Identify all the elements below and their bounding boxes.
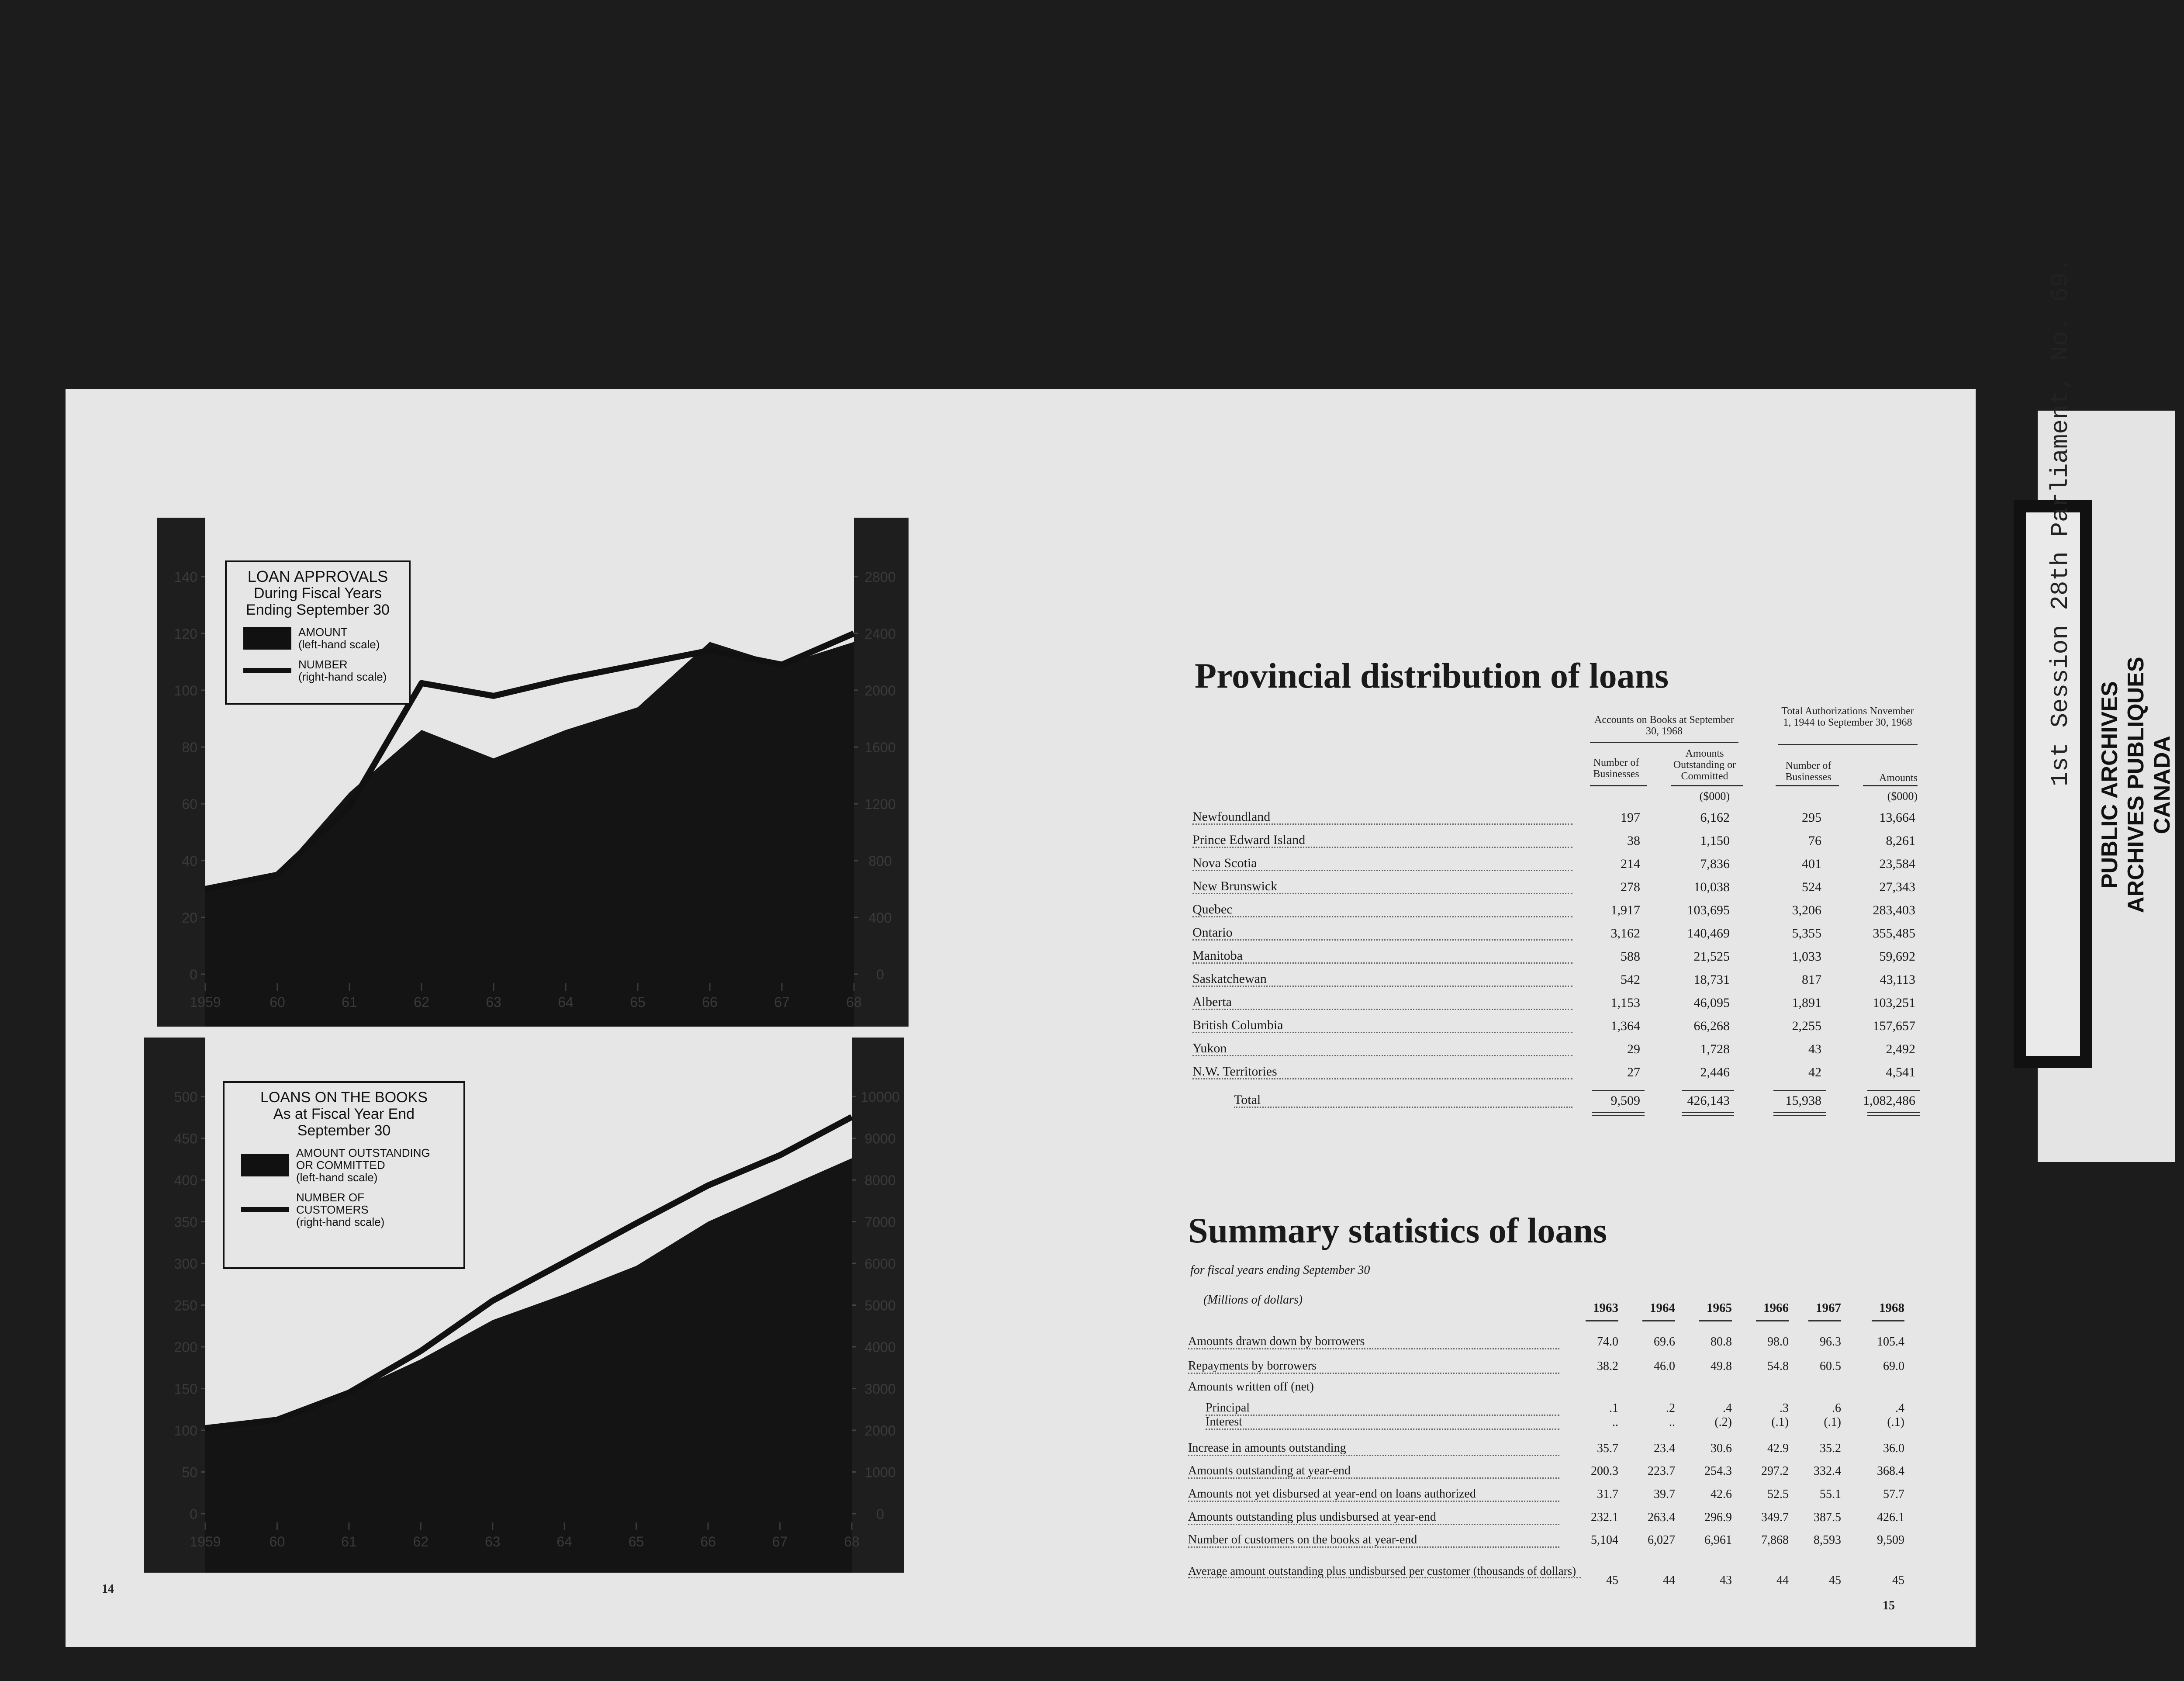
summary-cell: 426.1 <box>1877 1511 1904 1524</box>
summary-row-label: Principal <box>1206 1401 1559 1416</box>
left-tick-label: 300 <box>174 1256 197 1272</box>
summary-cell: 35.7 <box>1597 1442 1618 1455</box>
legend-text: NUMBER OF <box>296 1191 364 1204</box>
legend-text: NUMBER <box>298 658 348 671</box>
table-cell: 23,584 <box>1879 857 1915 871</box>
table-cell: 524 <box>1802 880 1821 894</box>
left-tick-label: 50 <box>182 1464 197 1480</box>
table-cell: 3,206 <box>1792 903 1821 917</box>
summary-cell: 31.7 <box>1597 1487 1618 1501</box>
summary-cell: 200.3 <box>1591 1464 1618 1478</box>
stamp-line: ARCHIVES PUBLIQUES <box>2123 657 2149 913</box>
summary-cell: 38.2 <box>1597 1359 1618 1373</box>
summary-subtitle: for fiscal years ending September 30 <box>1190 1263 1370 1277</box>
summary-cell: 69.0 <box>1883 1359 1904 1373</box>
right-tick-label: 1200 <box>864 796 896 812</box>
summary-cell: 8,593 <box>1814 1533 1841 1547</box>
x-tick-label: 68 <box>846 994 862 1010</box>
table-cell: 27 <box>1627 1065 1640 1079</box>
x-tick-label: 60 <box>269 1534 285 1550</box>
table-cell: 817 <box>1802 972 1821 987</box>
right-tick-label: 9000 <box>864 1131 896 1147</box>
summary-cell: 23.4 <box>1654 1442 1675 1455</box>
right-tick-label: 0 <box>876 967 884 982</box>
summary-cell: 36.0 <box>1883 1442 1904 1455</box>
rule <box>1872 1320 1904 1321</box>
summary-row-label: Amounts outstanding at year-end <box>1188 1464 1559 1479</box>
table-cell: 2,446 <box>1700 1065 1730 1079</box>
summary-cell: 5,104 <box>1591 1533 1618 1547</box>
legend-text: (right-hand scale) <box>296 1215 385 1228</box>
summary-row-label: Number of customers on the books at year-end <box>1188 1533 1559 1548</box>
chart2-legend <box>223 1081 465 1269</box>
summary-cell: (.1) <box>1824 1415 1841 1429</box>
rule <box>1642 1320 1675 1321</box>
province-name: British Columbia <box>1192 1019 1572 1033</box>
table-cell: 38 <box>1627 834 1640 848</box>
table-cell: 43 <box>1808 1042 1821 1056</box>
chart1-legend <box>225 560 411 705</box>
legend-title-line: LOANS ON THE BOOKS <box>260 1089 428 1106</box>
table-cell: 8,261 <box>1886 834 1915 848</box>
total-label: Total <box>1234 1093 1572 1108</box>
rule <box>1586 1320 1618 1321</box>
rule <box>1671 785 1743 786</box>
rule <box>1773 1090 1826 1091</box>
year-header: 1963 <box>1593 1301 1618 1315</box>
rule <box>1592 1090 1645 1091</box>
rule <box>1776 785 1839 786</box>
chart2-legend-number <box>241 1191 455 1228</box>
right-tick-label: 1000 <box>864 1464 896 1480</box>
table-cell: 214 <box>1621 857 1640 871</box>
summary-cell: 332.4 <box>1814 1464 1841 1478</box>
left-tick-label: 120 <box>174 626 197 642</box>
province-name: Prince Edward Island <box>1192 834 1572 848</box>
summary-cell: 57.7 <box>1883 1487 1904 1501</box>
province-name: Alberta <box>1192 996 1572 1010</box>
right-tick-label: 10000 <box>860 1089 900 1105</box>
summary-cell: 349.7 <box>1761 1511 1789 1524</box>
double-rule <box>1592 1112 1645 1116</box>
summary-cell: 368.4 <box>1877 1464 1904 1478</box>
x-tick-label: 64 <box>558 994 574 1010</box>
x-tick-label: 65 <box>630 994 646 1010</box>
stamp-line: PUBLIC ARCHIVES <box>2097 681 2122 889</box>
summary-cell: 69.6 <box>1654 1335 1675 1349</box>
table-cell: 542 <box>1621 972 1640 987</box>
legend-text: AMOUNT <box>298 626 348 639</box>
page-number-right: 15 <box>1883 1599 1895 1612</box>
left-tick-label: 0 <box>190 1506 197 1522</box>
col-number-of-businesses-total: Number of Businesses <box>1785 760 1832 783</box>
right-tick-label: 400 <box>868 910 892 926</box>
double-rule <box>1773 1112 1826 1116</box>
loans-on-books-chart <box>144 1038 904 1573</box>
summary-cell: 297.2 <box>1761 1464 1789 1478</box>
table-cell: 66,268 <box>1693 1019 1730 1033</box>
left-tick-label: 80 <box>182 740 197 755</box>
x-tick-label: 63 <box>484 1534 501 1550</box>
table-cell: 59,692 <box>1879 949 1915 964</box>
double-rule <box>1682 1112 1734 1116</box>
left-tick-label: 100 <box>174 683 197 699</box>
summary-cell: 39.7 <box>1654 1487 1675 1501</box>
summary-cell: 45 <box>1892 1574 1904 1587</box>
right-tick-label: 3000 <box>864 1381 896 1397</box>
table-cell: 10,038 <box>1693 880 1730 894</box>
summary-cell: 45 <box>1606 1574 1618 1587</box>
legend-text: (left-hand scale) <box>298 638 380 651</box>
summary-cell: (.1) <box>1887 1415 1904 1429</box>
province-name: Newfoundland <box>1192 810 1572 825</box>
table-cell: 4,541 <box>1886 1065 1915 1079</box>
left-tick-label: 250 <box>174 1297 197 1314</box>
rule <box>1778 744 1918 745</box>
table-cell: 3,162 <box>1610 926 1640 941</box>
right-axis-strip <box>854 518 909 1027</box>
summary-cell: 44 <box>1776 1574 1789 1587</box>
summary-cell: .4 <box>1723 1401 1732 1415</box>
x-tick-label: 61 <box>341 1534 357 1550</box>
summary-cell: 52.5 <box>1767 1487 1789 1501</box>
line-swatch <box>243 668 291 673</box>
summary-cell: 96.3 <box>1820 1335 1841 1349</box>
left-tick-label: 40 <box>182 853 197 869</box>
summary-cell: 43 <box>1720 1574 1732 1587</box>
archive-stamp <box>2097 657 2175 913</box>
rule <box>1682 1090 1734 1091</box>
x-tick-label: 68 <box>844 1534 860 1550</box>
rule <box>1808 1320 1841 1321</box>
unit-000: ($000) <box>1699 790 1730 802</box>
summary-cell: 6,027 <box>1648 1533 1675 1547</box>
area-swatch <box>241 1154 289 1176</box>
total-cell: 426,143 <box>1687 1093 1730 1108</box>
summary-cell: 105.4 <box>1877 1335 1904 1349</box>
summary-cell: .2 <box>1666 1401 1675 1415</box>
table-cell: 588 <box>1621 949 1640 964</box>
left-tick-label: 100 <box>174 1423 197 1439</box>
right-tick-label: 0 <box>876 1506 884 1522</box>
x-axis-band <box>205 1514 852 1573</box>
right-tick-label: 2000 <box>864 1423 896 1439</box>
summary-cell: 49.8 <box>1711 1359 1732 1373</box>
left-tick-label: 200 <box>174 1339 197 1355</box>
right-tick-label: 2400 <box>864 626 896 642</box>
summary-cell: 263.4 <box>1648 1511 1675 1524</box>
table-cell: 29 <box>1627 1042 1640 1056</box>
summary-cell: .4 <box>1895 1401 1904 1415</box>
right-tick-label: 2800 <box>864 569 896 585</box>
province-name: New Brunswick <box>1192 880 1572 894</box>
x-tick-label: 67 <box>774 994 790 1010</box>
col-number-of-businesses: Number of Businesses <box>1593 757 1639 780</box>
summary-cell: 46.0 <box>1654 1359 1675 1373</box>
table-cell: 13,664 <box>1879 810 1915 825</box>
loan-approvals-chart <box>157 518 909 1027</box>
col-amounts: Amounts <box>1879 772 1918 784</box>
table-cell: 6,162 <box>1700 810 1730 825</box>
x-tick-label: 60 <box>270 994 285 1010</box>
summary-cell: .3 <box>1780 1401 1789 1415</box>
left-tick-label: 140 <box>174 569 197 585</box>
table-cell: 355,485 <box>1873 926 1915 941</box>
x-tick-label: 63 <box>486 994 501 1010</box>
legend-amount-text <box>298 626 380 650</box>
session-label: 1st Session 28th Parliament, No. 69. <box>2046 258 2074 786</box>
summary-row-label: Amounts written off (net) <box>1188 1380 1314 1394</box>
rule <box>1756 1320 1789 1321</box>
summary-title: Summary statistics of loans <box>1188 1211 1607 1250</box>
double-rule <box>1867 1112 1920 1116</box>
legend-text: (left-hand scale) <box>296 1171 378 1184</box>
right-tick-label: 8000 <box>864 1173 896 1188</box>
x-tick-label: 1959 <box>190 1534 221 1550</box>
left-tick-label: 20 <box>182 910 197 926</box>
rule <box>1590 742 1738 743</box>
summary-row-label: Amounts outstanding plus undisbursed at year-end <box>1188 1511 1559 1525</box>
group1-header: Accounts on Books at September 30, 1968 <box>1594 714 1734 737</box>
summary-unit: (Millions of dollars) <box>1203 1293 1303 1307</box>
summary-cell: 232.1 <box>1591 1511 1618 1524</box>
left-tick-label: 500 <box>174 1089 197 1105</box>
summary-row-label: Average amount outstanding plus undisbursed per customer (thousands of dollars) <box>1188 1565 1581 1578</box>
table-cell: 2,255 <box>1792 1019 1821 1033</box>
province-name: Ontario <box>1192 926 1572 941</box>
summary-cell: 54.8 <box>1767 1359 1789 1373</box>
year-header: 1966 <box>1763 1301 1789 1315</box>
summary-cell: 223.7 <box>1648 1464 1675 1478</box>
legend-text: CUSTOMERS <box>296 1203 369 1216</box>
chart1-legend-amount <box>243 626 400 650</box>
legend-text: (right-hand scale) <box>298 670 387 683</box>
chart2-legend-amount <box>241 1147 455 1183</box>
rule <box>1867 1090 1920 1091</box>
summary-cell: 42.6 <box>1711 1487 1732 1501</box>
chart1-legend-title <box>227 562 409 618</box>
summary-row-label: Interest <box>1206 1415 1559 1430</box>
legend-title-line: Ending September 30 <box>246 602 390 618</box>
year-header: 1968 <box>1879 1301 1904 1315</box>
table-cell: 2,492 <box>1886 1042 1915 1056</box>
province-name: N.W. Territories <box>1192 1065 1572 1079</box>
line-swatch <box>241 1207 289 1212</box>
year-header: 1964 <box>1650 1301 1675 1315</box>
province-name: Quebec <box>1192 903 1572 917</box>
summary-cell: 387.5 <box>1814 1511 1841 1524</box>
summary-cell: 74.0 <box>1597 1335 1618 1349</box>
rule <box>1590 785 1647 786</box>
x-tick-label: 61 <box>342 994 357 1010</box>
summary-cell: 7,868 <box>1761 1533 1789 1547</box>
left-tick-label: 150 <box>174 1381 197 1397</box>
table-cell: 278 <box>1621 880 1640 894</box>
table-cell: 140,469 <box>1687 926 1730 941</box>
summary-row-label: Amounts drawn down by borrowers <box>1188 1335 1559 1349</box>
table-cell: 42 <box>1808 1065 1821 1079</box>
summary-cell: 254.3 <box>1704 1464 1732 1478</box>
area-swatch <box>243 627 291 650</box>
left-axis-strip <box>157 518 205 1027</box>
x-tick-label: 66 <box>702 994 718 1010</box>
table-cell: 21,525 <box>1693 949 1730 964</box>
unit-000: ($000) <box>1887 790 1918 802</box>
province-name: Nova Scotia <box>1192 857 1572 871</box>
left-tick-label: 0 <box>190 967 197 982</box>
table-cell: 1,917 <box>1610 903 1640 917</box>
total-cell: 1,082,486 <box>1863 1093 1915 1108</box>
summary-cell: .. <box>1669 1415 1675 1429</box>
legend-title-line: September 30 <box>297 1122 391 1139</box>
rule <box>1699 1320 1732 1321</box>
table-cell: 18,731 <box>1693 972 1730 987</box>
summary-cell: .1 <box>1609 1401 1618 1415</box>
summary-cell: .6 <box>1832 1401 1841 1415</box>
total-cell: 9,509 <box>1610 1093 1640 1108</box>
table-cell: 7,836 <box>1700 857 1730 871</box>
right-tick-label: 4000 <box>864 1339 896 1355</box>
summary-cell: 60.5 <box>1820 1359 1841 1373</box>
left-tick-label: 60 <box>182 796 197 812</box>
summary-row-label: Increase in amounts outstanding <box>1188 1442 1559 1456</box>
chart2-legend-title <box>225 1083 463 1139</box>
table-cell: 46,095 <box>1693 996 1730 1010</box>
left-tick-label: 450 <box>174 1131 197 1147</box>
legend-amount-text <box>296 1147 430 1183</box>
summary-row-label: Repayments by borrowers <box>1188 1359 1559 1374</box>
province-name: Saskatchewan <box>1192 972 1572 987</box>
right-tick-label: 800 <box>868 853 892 869</box>
summary-cell: 45 <box>1829 1574 1841 1587</box>
stamp-line: CANADA <box>2149 736 2175 834</box>
total-cell: 15,938 <box>1785 1093 1821 1108</box>
page-number-left: 14 <box>102 1582 114 1596</box>
year-header: 1967 <box>1816 1301 1841 1315</box>
x-tick-label: 64 <box>556 1534 573 1550</box>
table-cell: 1,728 <box>1700 1042 1730 1056</box>
table-cell: 76 <box>1808 834 1821 848</box>
table-cell: 197 <box>1621 810 1640 825</box>
summary-cell: (.1) <box>1771 1415 1789 1429</box>
summary-cell: 80.8 <box>1711 1335 1732 1349</box>
province-name: Manitoba <box>1192 949 1572 964</box>
legend-text: OR COMMITTED <box>296 1159 385 1172</box>
col-amounts-outstanding: Amounts Outstanding or Committed <box>1673 748 1736 782</box>
table-cell: 1,364 <box>1610 1019 1640 1033</box>
x-tick-label: 62 <box>413 1534 429 1550</box>
table-cell: 5,355 <box>1792 926 1821 941</box>
summary-row-label: Amounts not yet disbursed at year-end on loans authorized <box>1188 1487 1559 1502</box>
summary-cell: 30.6 <box>1711 1442 1732 1455</box>
summary-cell: 35.2 <box>1820 1442 1841 1455</box>
table-cell: 401 <box>1802 857 1821 871</box>
legend-title-line: As at Fiscal Year End <box>273 1106 415 1122</box>
chart1-legend-number <box>243 658 400 683</box>
x-tick-label: 66 <box>700 1534 716 1550</box>
summary-cell: (.2) <box>1714 1415 1732 1429</box>
right-tick-label: 5000 <box>864 1297 896 1314</box>
summary-cell: 6,961 <box>1704 1533 1732 1547</box>
x-tick-label: 1959 <box>190 994 221 1010</box>
summary-cell: .. <box>1612 1415 1618 1429</box>
table-cell: 1,150 <box>1700 834 1730 848</box>
table-cell: 283,403 <box>1873 903 1915 917</box>
summary-cell: 55.1 <box>1820 1487 1841 1501</box>
table-cell: 157,657 <box>1873 1019 1915 1033</box>
legend-title-line: LOAN APPROVALS <box>247 567 388 585</box>
group2-header: Total Authorizations November 1, 1944 to September 30, 1968 <box>1781 706 1914 728</box>
summary-cell: 42.9 <box>1767 1442 1789 1455</box>
summary-cell: 98.0 <box>1767 1335 1789 1349</box>
left-tick-label: 400 <box>174 1173 197 1188</box>
summary-cell: 9,509 <box>1877 1533 1904 1547</box>
table-cell: 43,113 <box>1880 972 1915 987</box>
summary-cell: 44 <box>1663 1574 1675 1587</box>
table-cell: 295 <box>1802 810 1821 825</box>
province-name: Yukon <box>1192 1042 1572 1056</box>
summary-cell: 296.9 <box>1704 1511 1732 1524</box>
right-tick-label: 7000 <box>864 1214 896 1230</box>
right-tick-label: 2000 <box>864 683 896 699</box>
table-cell: 1,891 <box>1792 996 1821 1010</box>
table-cell: 103,695 <box>1687 903 1730 917</box>
table-cell: 1,033 <box>1792 949 1821 964</box>
rule <box>1863 785 1918 786</box>
x-tick-label: 62 <box>414 994 429 1010</box>
legend-title-line: During Fiscal Years <box>254 585 382 602</box>
right-tick-label: 6000 <box>864 1256 896 1272</box>
left-tick-label: 350 <box>174 1214 197 1230</box>
legend-number-text <box>296 1191 384 1228</box>
legend-number-text <box>298 658 387 683</box>
table-cell: 103,251 <box>1873 996 1915 1010</box>
x-tick-label: 67 <box>772 1534 788 1550</box>
year-header: 1965 <box>1707 1301 1732 1315</box>
right-tick-label: 1600 <box>864 740 896 755</box>
x-tick-label: 65 <box>628 1534 644 1550</box>
provincial-title: Provincial distribution of loans <box>1195 656 1669 695</box>
x-axis-band <box>205 974 854 1027</box>
table-cell: 1,153 <box>1610 996 1640 1010</box>
table-cell: 27,343 <box>1879 880 1915 894</box>
legend-text: AMOUNT OUTSTANDING <box>296 1146 430 1159</box>
